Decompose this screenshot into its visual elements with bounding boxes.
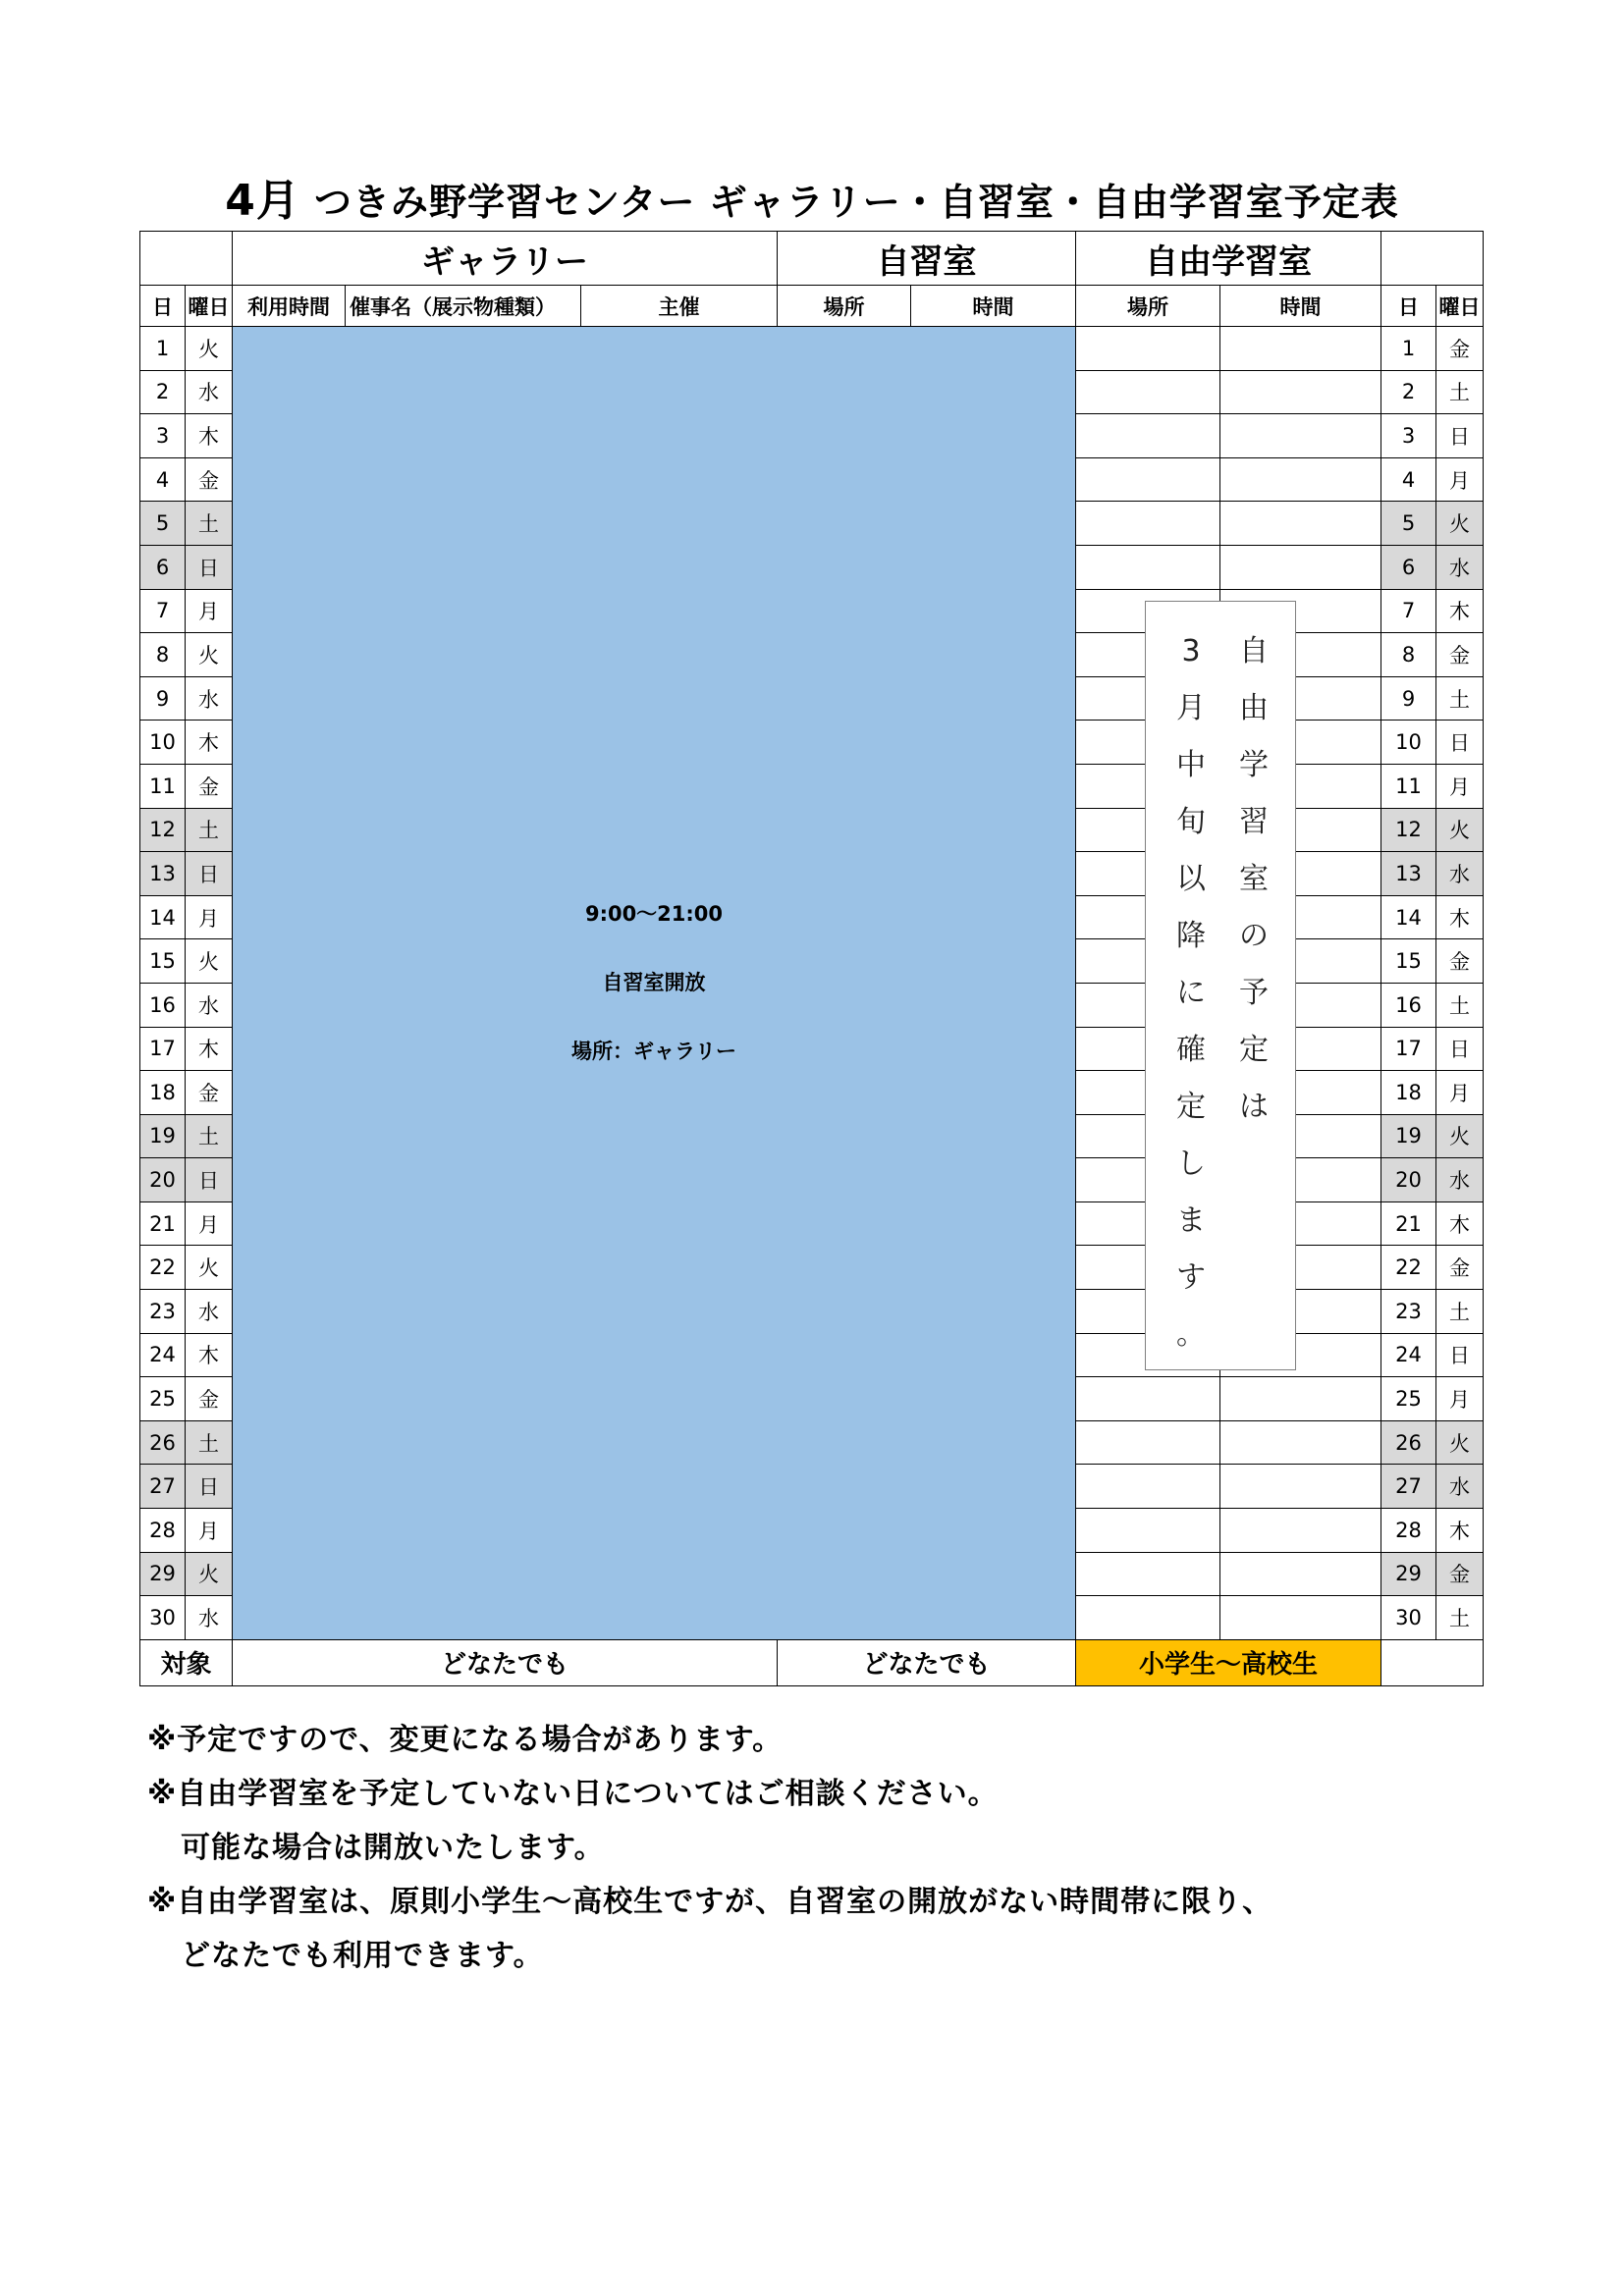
free-room-time-cell [1220,1465,1381,1509]
free-room-time-cell [1220,457,1381,502]
weekday-right: 日 [1436,414,1484,458]
vertical-note-char: 月 [1176,691,1206,725]
header-day: 日 [140,286,186,327]
day-number: 25 [140,1377,186,1421]
day-number-right: 15 [1381,939,1436,984]
weekday-right: 日 [1436,721,1484,765]
day-number: 14 [140,895,186,939]
day-number: 17 [140,1027,186,1071]
day-number: 21 [140,1201,186,1246]
weekday: 木 [186,414,233,458]
notes [147,1713,1272,1983]
free-room-target: 小学生〜高校生 [1076,1639,1381,1685]
vertical-note-char: 室 [1239,862,1269,896]
header-free-room: 自由学習室 [1076,232,1381,286]
day-number: 10 [140,721,186,765]
weekday-right: 金 [1436,1246,1484,1290]
day-number-right: 5 [1381,502,1436,546]
gallery-open-block [233,327,1076,1640]
weekday-right: 水 [1436,1158,1484,1202]
gallery-target: どなたでも [233,1639,778,1685]
target-row [140,1639,1484,1685]
weekday: 木 [186,1027,233,1071]
page-title [0,165,1624,228]
day-number: 19 [140,1114,186,1158]
weekday: 月 [186,1509,233,1553]
weekday-right: 金 [1436,1552,1484,1596]
weekday: 月 [186,1201,233,1246]
day-number-right: 20 [1381,1158,1436,1202]
header-blank-left [140,232,233,286]
free-room-place-cell [1076,545,1220,589]
target-blank-right [1381,1639,1484,1685]
gallery-block-line2: 自習室開放 [602,971,706,995]
weekday: 木 [186,1333,233,1377]
day-number-right: 4 [1381,457,1436,502]
day-number-right: 16 [1381,983,1436,1027]
day-number-right: 23 [1381,1290,1436,1334]
day-number-right: 30 [1381,1596,1436,1640]
header-day-right: 日 [1381,286,1436,327]
vertical-note-char: す [1176,1260,1206,1295]
weekday-right: 木 [1436,1201,1484,1246]
weekday: 金 [186,764,233,808]
day-number-right: 2 [1381,370,1436,414]
free-room-time-cell [1220,502,1381,546]
weekday-right: 金 [1436,327,1484,371]
weekday: 水 [186,676,233,721]
day-number-right: 19 [1381,1114,1436,1158]
weekday: 水 [186,1290,233,1334]
weekday-right: 水 [1436,1465,1484,1509]
note-2-cont: 可能な場合は開放いたします。 [181,1831,605,1865]
weekday: 月 [186,895,233,939]
day-number: 18 [140,1071,186,1115]
header-weekday-right: 曜日 [1436,286,1484,327]
free-room-time-cell [1220,1596,1381,1640]
target-label: 対象 [140,1639,233,1685]
day-number-right: 6 [1381,545,1436,589]
weekday: 土 [186,1114,233,1158]
title-text: つきみ野学習センター ギャラリー・自習室・自由学習室予定表 [299,181,1399,224]
day-number-right: 8 [1381,633,1436,677]
day-number-right: 17 [1381,1027,1436,1071]
weekday-right: 土 [1436,370,1484,414]
weekday-right: 火 [1436,808,1484,852]
vertical-note-char: 3 [1181,634,1201,668]
day-row [140,327,1484,371]
weekday-right: 土 [1436,1596,1484,1640]
weekday: 火 [186,1552,233,1596]
vertical-note-char: 予 [1239,976,1269,1010]
vertical-note-char: は [1239,1090,1269,1124]
day-number: 5 [140,502,186,546]
day-number: 24 [140,1333,186,1377]
vertical-note-char: ま [1176,1203,1206,1238]
gallery-block-line3: 場所：ギャラリー [571,1040,736,1064]
free-room-place-cell [1076,327,1220,371]
weekday: 水 [186,370,233,414]
weekday-right: 金 [1436,939,1484,984]
free-room-place-cell [1076,414,1220,458]
day-number-right: 25 [1381,1377,1436,1421]
weekday-right: 月 [1436,1377,1484,1421]
day-number: 7 [140,589,186,633]
day-number: 8 [140,633,186,677]
weekday: 土 [186,502,233,546]
free-room-place-cell [1076,1377,1220,1421]
vertical-note-left-column [1171,623,1211,1363]
weekday: 土 [186,1420,233,1465]
weekday: 日 [186,1465,233,1509]
free-room-time-cell [1220,1377,1381,1421]
weekday-right: 土 [1436,983,1484,1027]
weekday-right: 木 [1436,589,1484,633]
header-row-sub [140,286,1484,327]
day-number: 16 [140,983,186,1027]
vertical-note-right-column [1234,623,1273,1136]
day-number: 2 [140,370,186,414]
header-study-place: 場所 [778,286,911,327]
weekday: 火 [186,633,233,677]
day-number: 6 [140,545,186,589]
vertical-note-char: 由 [1239,691,1269,725]
free-room-place-cell [1076,1596,1220,1640]
day-number-right: 12 [1381,808,1436,852]
weekday: 水 [186,983,233,1027]
vertical-note-char: 中 [1176,748,1206,782]
weekday-right: 水 [1436,852,1484,896]
weekday: 火 [186,939,233,984]
vertical-note-char: 定 [1239,1033,1269,1067]
vertical-note-char: 学 [1239,748,1269,782]
vertical-note-char: の [1239,919,1269,953]
vertical-note-char: 。 [1176,1317,1206,1352]
weekday: 日 [186,852,233,896]
day-number-right: 10 [1381,721,1436,765]
day-number-right: 9 [1381,676,1436,721]
vertical-note-char: 確 [1176,1033,1206,1067]
free-room-time-cell [1220,327,1381,371]
vertical-note-char: 定 [1176,1090,1206,1124]
day-number-right: 26 [1381,1420,1436,1465]
weekday: 日 [186,1158,233,1202]
day-number-right: 29 [1381,1552,1436,1596]
free-room-time-cell [1220,414,1381,458]
weekday-right: 木 [1436,895,1484,939]
day-number-right: 11 [1381,764,1436,808]
weekday-right: 土 [1436,676,1484,721]
free-room-place-cell [1076,457,1220,502]
weekday-right: 月 [1436,1071,1484,1115]
day-number: 22 [140,1246,186,1290]
header-blank-right [1381,232,1484,286]
header-free-place: 場所 [1076,286,1220,327]
header-row-main [140,232,1484,286]
note-2: ※自由学習室を予定していない日についてはご相談ください。 [147,1777,999,1811]
header-use-time: 利用時間 [233,286,346,327]
day-number-right: 13 [1381,852,1436,896]
vertical-note-char: し [1176,1147,1206,1181]
title-month: 4月 [225,176,300,226]
vertical-note-char: 自 [1239,634,1269,668]
day-number-right: 7 [1381,589,1436,633]
free-room-time-cell [1220,545,1381,589]
weekday: 金 [186,1377,233,1421]
day-number: 15 [140,939,186,984]
day-number: 27 [140,1465,186,1509]
vertical-note-char: 以 [1176,862,1206,896]
header-study-room: 自習室 [778,232,1076,286]
weekday-right: 月 [1436,764,1484,808]
weekday: 火 [186,1246,233,1290]
day-number-right: 21 [1381,1201,1436,1246]
weekday-right: 木 [1436,1509,1484,1553]
header-organizer: 主催 [581,286,778,327]
header-study-time: 時間 [911,286,1076,327]
gallery-block-line1: 9:00〜21:00 [584,902,724,927]
day-number-right: 24 [1381,1333,1436,1377]
weekday-right: 日 [1436,1333,1484,1377]
day-number: 26 [140,1420,186,1465]
day-number-right: 3 [1381,414,1436,458]
day-number-right: 28 [1381,1509,1436,1553]
weekday: 木 [186,721,233,765]
day-number: 30 [140,1596,186,1640]
day-number: 29 [140,1552,186,1596]
day-number: 12 [140,808,186,852]
day-number: 28 [140,1509,186,1553]
note-3: ※自由学習室は、原則小学生〜高校生ですが、自習室の開放がない時間帯に限り、 [147,1885,1273,1919]
weekday: 土 [186,808,233,852]
note-3-cont: どなたでも利用できます。 [181,1939,544,1973]
day-number: 9 [140,676,186,721]
day-number: 1 [140,327,186,371]
free-room-place-cell [1076,1552,1220,1596]
vertical-note-char: 旬 [1176,805,1206,839]
weekday-right: 金 [1436,633,1484,677]
free-room-place-cell [1076,1509,1220,1553]
day-number: 13 [140,852,186,896]
note-1: ※予定ですので、変更になる場合があります。 [147,1723,784,1757]
free-room-time-cell [1220,370,1381,414]
weekday-right: 火 [1436,1114,1484,1158]
weekday: 月 [186,589,233,633]
free-room-place-cell [1076,1420,1220,1465]
header-gallery: ギャラリー [233,232,778,286]
weekday: 水 [186,1596,233,1640]
weekday: 火 [186,327,233,371]
day-number-right: 14 [1381,895,1436,939]
vertical-note-char: 習 [1239,805,1269,839]
weekday-right: 土 [1436,1290,1484,1334]
weekday-right: 火 [1436,1420,1484,1465]
free-room-time-cell [1220,1509,1381,1553]
day-number-right: 27 [1381,1465,1436,1509]
day-number-right: 18 [1381,1071,1436,1115]
weekday: 金 [186,457,233,502]
header-weekday: 曜日 [186,286,233,327]
free-room-time-cell [1220,1552,1381,1596]
vertical-note-char: に [1176,976,1206,1010]
day-number-right: 22 [1381,1246,1436,1290]
day-number: 20 [140,1158,186,1202]
weekday: 金 [186,1071,233,1115]
free-room-place-cell [1076,502,1220,546]
free-room-time-cell [1220,1420,1381,1465]
day-number: 3 [140,414,186,458]
weekday-right: 火 [1436,502,1484,546]
weekday-right: 月 [1436,457,1484,502]
day-number: 4 [140,457,186,502]
vertical-note-char: 降 [1176,919,1206,953]
day-number: 11 [140,764,186,808]
header-event-name: 催事名（展示物種類） [346,286,581,327]
free-room-place-cell [1076,1465,1220,1509]
day-number: 23 [140,1290,186,1334]
day-number-right: 1 [1381,327,1436,371]
free-room-place-cell [1076,370,1220,414]
weekday-right: 水 [1436,545,1484,589]
weekday: 日 [186,545,233,589]
study-room-target: どなたでも [778,1639,1076,1685]
header-free-time: 時間 [1220,286,1381,327]
vertical-note [1145,601,1296,1370]
weekday-right: 日 [1436,1027,1484,1071]
